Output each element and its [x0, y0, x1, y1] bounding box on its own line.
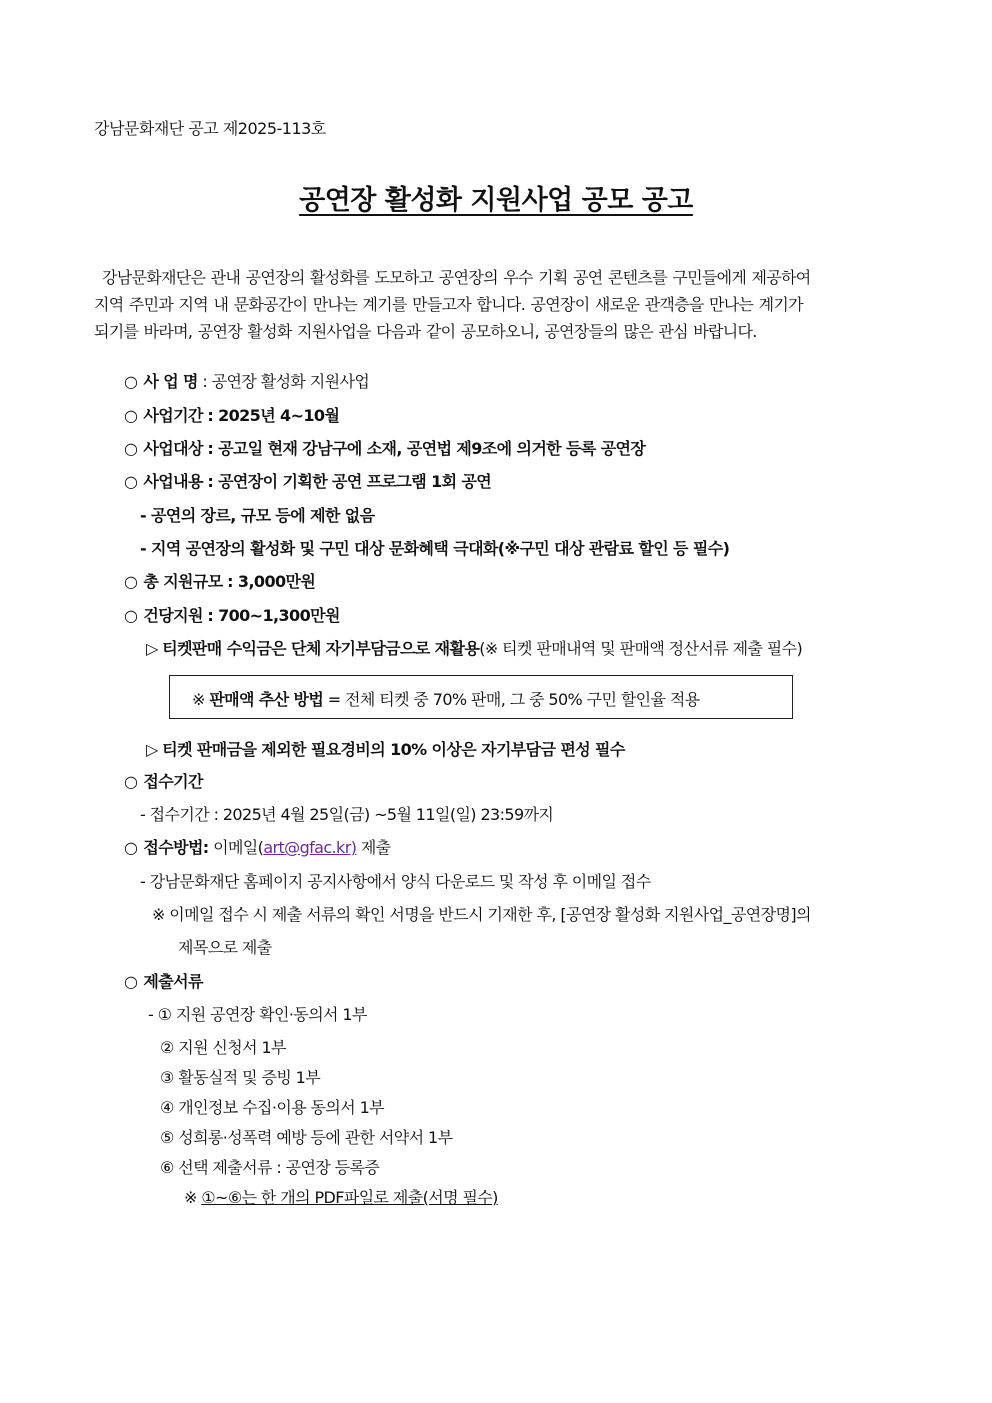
item-receipt-method: [124, 837, 391, 859]
email-link[interactable]: art@gfac.kr): [263, 838, 357, 857]
bullet-circle: ○: [124, 372, 138, 391]
item-label: 사 업 명: [143, 372, 198, 391]
item-documents: [124, 971, 203, 993]
document-item: ⑤ 성희롱·성폭력 예방 등에 관한 서약서 1부: [160, 1128, 453, 1147]
method-post: 제출: [356, 838, 391, 857]
item-label: 건당지원: [143, 606, 203, 625]
bullet-circle: ○: [124, 472, 138, 491]
method-note-continued: 제목으로 제출: [178, 938, 272, 957]
item-receipt-period: [124, 771, 203, 793]
triangle-marker: ▷: [146, 639, 158, 658]
ticket-note-self-funding: [146, 739, 625, 761]
content-sub-item: - 지역 공연장의 활성화 및 구민 대상 문화혜택 극대화(※구민 대상 관람료 할인 등 필수): [140, 539, 730, 558]
intro-line: 강남문화재단은 관내 공연장의 활성화를 도모하고 공연장의 우수 기획 공연 콘텐츠를 구민들에게 제공하여: [102, 268, 811, 287]
item-label: 사업기간: [143, 406, 203, 425]
item-label: 접수기간: [143, 772, 203, 791]
item-value: : 3,000만원: [227, 572, 316, 591]
item-total-support: [124, 571, 315, 593]
item-business-period: [124, 405, 339, 427]
receipt-sub-item: - 접수기간 : 2025년 4월 25일(금) ~5월 11일(일) 23:59까지: [140, 805, 554, 824]
item-value: : 공연장 활성화 지원사업: [202, 372, 370, 391]
document-item: ② 지원 신청서 1부: [160, 1038, 286, 1057]
method-note: ※ 이메일 접수 시 제출 서류의 확인 서명을 반드시 기재한 후, [공연장 활성화 지원사업_공연장명]의: [152, 905, 811, 924]
notice-number: 강남문화재단 공고 제2025-113호: [94, 119, 326, 138]
triangle-marker: ▷: [146, 740, 158, 759]
bullet-circle: ○: [124, 972, 138, 991]
item-business-content: [124, 471, 491, 493]
note-marker: ※: [184, 1188, 202, 1207]
page-title: 공연장 활성화 지원사업 공모 공고: [299, 185, 693, 216]
item-value: : 2025년 4~10월: [207, 406, 340, 425]
item-label: 제출서류: [143, 972, 203, 991]
bullet-circle: ○: [124, 439, 138, 458]
final-note-text: ①~⑥는 한 개의 PDF파일로 제출(서명 필수): [201, 1188, 498, 1207]
item-business-target: [124, 438, 645, 460]
note-bold: 티켓판매 수익금은 단체 자기부담금으로 재활용: [162, 639, 480, 658]
bullet-circle: ○: [124, 572, 138, 591]
item-label: 접수방법:: [143, 838, 209, 857]
item-label: 총 지원규모: [143, 572, 223, 591]
final-note: [184, 1187, 498, 1209]
note-bold: 티켓 판매금을 제외한 필요경비의 10% 이상은 자기부담금 편성 필수: [162, 740, 625, 759]
bullet-circle: ○: [124, 606, 138, 625]
intro-line: 지역 주민과 지역 내 문화공간이 만나는 계기를 만들고자 합니다. 공연장이 새로운 관객층을 만나는 계기가: [94, 295, 803, 314]
calculation-text: [192, 687, 700, 710]
bullet-circle: ○: [124, 772, 138, 791]
document-item: ④ 개인정보 수집·이용 동의서 1부: [160, 1098, 385, 1117]
item-label: 사업내용: [143, 472, 203, 491]
calculation-box: [169, 675, 793, 719]
item-value: : 공연장이 기획한 공연 프로그램 1회 공연: [207, 472, 492, 491]
bullet-circle: ○: [124, 838, 138, 857]
item-label: 사업대상: [143, 439, 203, 458]
note-normal: (※ 티켓 판매내역 및 판매액 정산서류 제출 필수): [479, 639, 803, 658]
content-sub-item: - 공연의 장르, 규모 등에 제한 없음: [140, 506, 375, 525]
document-item: - ① 지원 공연장 확인·동의서 1부: [148, 1005, 367, 1024]
method-sub-item: - 강남문화재단 홈페이지 공지사항에서 양식 다운로드 및 작성 후 이메일 접수: [140, 872, 651, 891]
calc-bold: 판매액 추산 방법: [209, 690, 324, 709]
method-pre: 이메일(: [208, 838, 264, 857]
note-marker: ※: [192, 690, 205, 709]
item-value: : 공고일 현재 강남구에 소재, 공연법 제9조에 의거한 등록 공연장: [207, 439, 646, 458]
item-per-case-support: [124, 605, 340, 627]
intro-paragraph: [94, 264, 900, 345]
calc-normal: = 전체 티켓 중 70% 판매, 그 중 50% 구민 할인율 적용: [323, 690, 700, 709]
bullet-circle: ○: [124, 406, 138, 425]
item-business-name: [124, 371, 369, 393]
document-item: ⑥ 선택 제출서류 : 공연장 등록증: [160, 1158, 380, 1177]
intro-line: 되기를 바라며, 공연장 활성화 지원사업을 다음과 같이 공모하오니, 공연장들의 많은 관심 바랍니다.: [94, 322, 757, 341]
document-item: ③ 활동실적 및 증빙 1부: [160, 1068, 321, 1087]
item-value: : 700~1,300만원: [207, 606, 340, 625]
ticket-note-reuse: [146, 638, 802, 660]
